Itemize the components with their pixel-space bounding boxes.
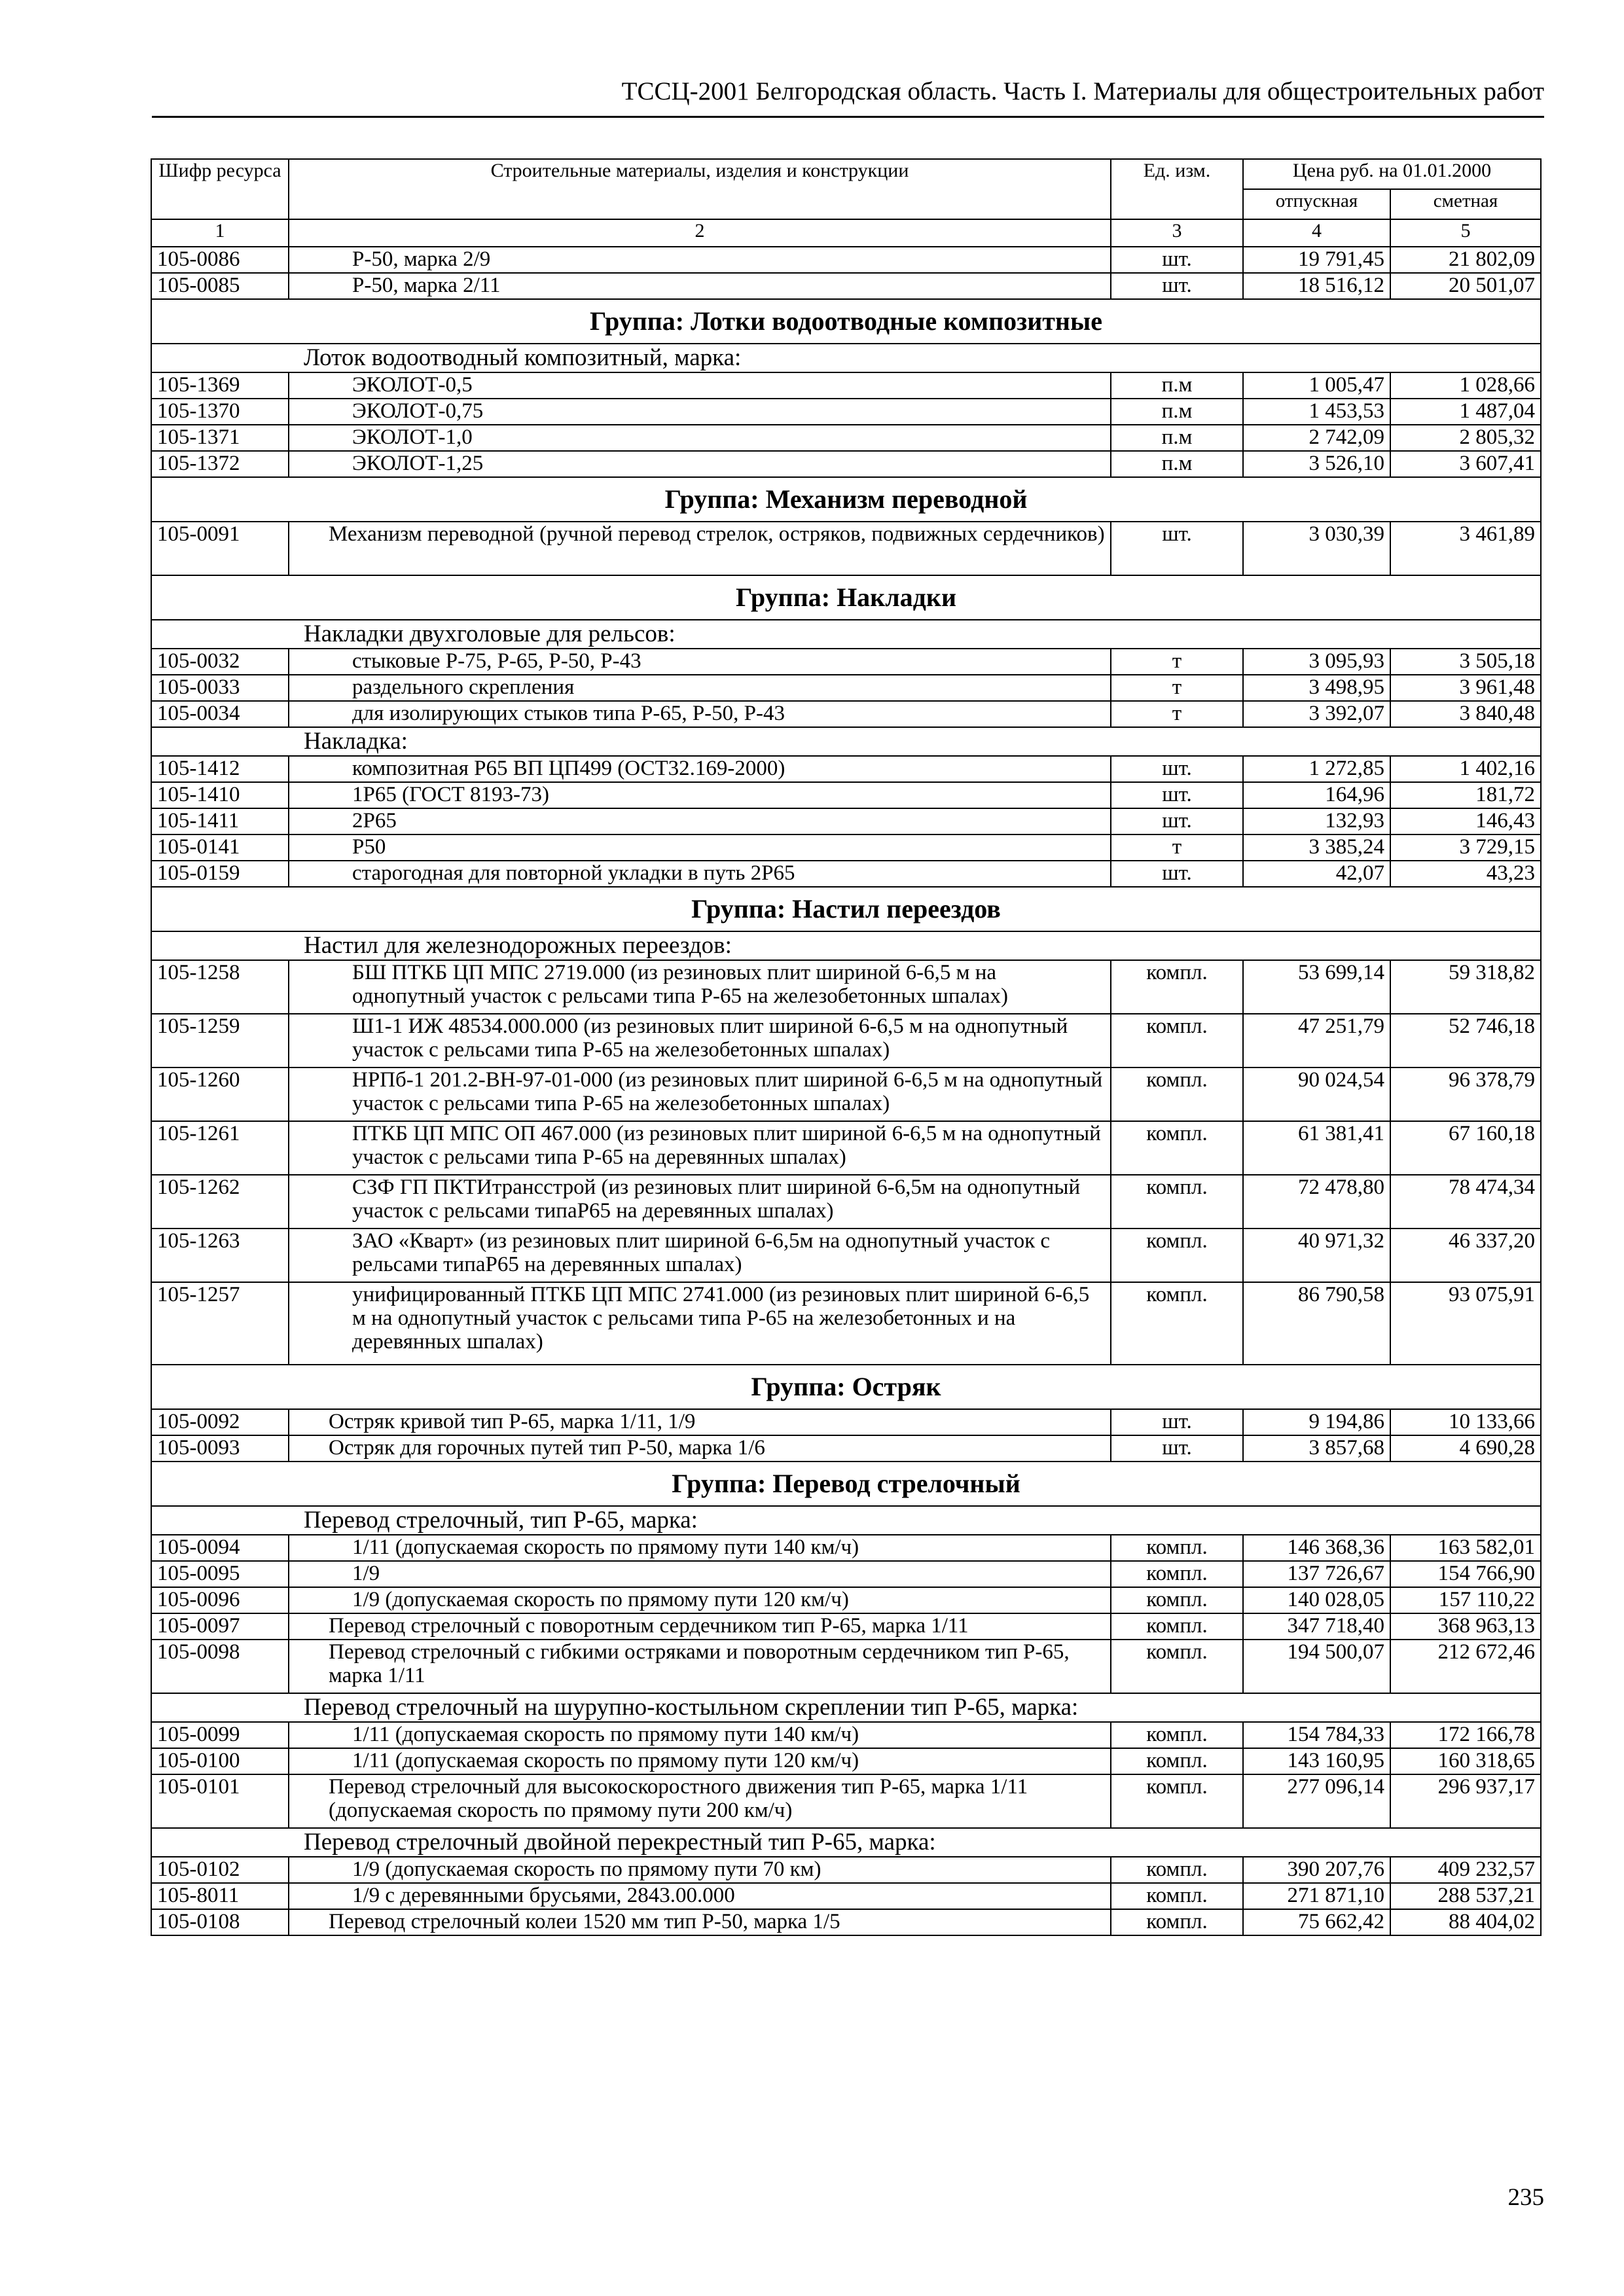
material-name: 1/9 (допускаемая скорость по прямому пути 70 км): [289, 1857, 1111, 1883]
table-row: [151, 451, 1541, 477]
unit-cell: компл.: [1111, 1535, 1243, 1561]
estimate-price: 3 461,89: [1390, 522, 1541, 575]
table-row: [151, 1121, 1541, 1175]
group-heading-row: [151, 575, 1541, 620]
unit-cell: компл.: [1111, 1121, 1243, 1175]
resource-code: 105-0034: [151, 701, 289, 727]
header-unit: Ед. изм.: [1111, 159, 1243, 219]
resource-code: 105-0086: [151, 247, 289, 273]
unit-cell: компл.: [1111, 1748, 1243, 1774]
column-number: 2: [289, 219, 1111, 247]
unit-cell: шт.: [1111, 247, 1243, 273]
subheading: Перевод стрелочный, тип Р-65, марка:: [151, 1506, 1541, 1535]
table-row: [151, 1883, 1541, 1909]
material-name: Р50: [289, 834, 1111, 861]
estimate-price: 52 746,18: [1390, 1014, 1541, 1067]
table-row: [151, 522, 1541, 575]
release-price: 143 160,95: [1243, 1748, 1390, 1774]
estimate-price: 160 318,65: [1390, 1748, 1541, 1774]
column-number: 4: [1243, 219, 1390, 247]
estimate-price: 163 582,01: [1390, 1535, 1541, 1561]
unit-cell: шт.: [1111, 1435, 1243, 1462]
table-row: [151, 1561, 1541, 1587]
table-row: [151, 1535, 1541, 1561]
resource-code: 105-1369: [151, 372, 289, 399]
unit-cell: компл.: [1111, 1014, 1243, 1067]
material-name: композитная Р65 ВП ЦП499 (ОСТ32.169-2000): [289, 756, 1111, 782]
estimate-price: 10 133,66: [1390, 1409, 1541, 1435]
estimate-price: 1 487,04: [1390, 399, 1541, 425]
subheading: Накладки двухголовые для рельсов:: [151, 620, 1541, 649]
material-name: НРПб-1 201.2-ВН-97-01-000 (из резиновых плит шириной 6-6,5 м на однопутный участок с рельсами типа Р-65 на железобетонных шпалах): [289, 1067, 1111, 1121]
estimate-price: 96 378,79: [1390, 1067, 1541, 1121]
release-price: 347 718,40: [1243, 1613, 1390, 1640]
table-row: [151, 701, 1541, 727]
table-row: [151, 1774, 1541, 1828]
release-price: 2 742,09: [1243, 425, 1390, 451]
release-price: 75 662,42: [1243, 1909, 1390, 1935]
resource-code: 105-0101: [151, 1774, 289, 1828]
release-price: 1 005,47: [1243, 372, 1390, 399]
table-row: [151, 960, 1541, 1014]
price-table: [151, 158, 1542, 1936]
unit-cell: п.м: [1111, 425, 1243, 451]
group-heading-row: [151, 1365, 1541, 1409]
material-name: ПТКБ ЦП МПС ОП 467.000 (из резиновых плит шириной 6-6,5 м на однопутный участок с рельсами типа Р-65 на деревянных шпалах): [289, 1121, 1111, 1175]
header-estimate-price: сметная: [1390, 189, 1541, 219]
estimate-price: 93 075,91: [1390, 1282, 1541, 1365]
group-heading: Группа: Перевод стрелочный: [151, 1462, 1541, 1506]
group-heading: Группа: Настил переездов: [151, 887, 1541, 931]
table-row: [151, 425, 1541, 451]
material-name: СЗФ ГП ПКТИтрансстрой (из резиновых плит шириной 6-6,5м на однопутный участок с рельсами типаР65 на деревянных шпалах): [289, 1175, 1111, 1229]
release-price: 42,07: [1243, 861, 1390, 887]
resource-code: 105-0096: [151, 1587, 289, 1613]
resource-code: 105-0108: [151, 1909, 289, 1935]
resource-code: 105-1258: [151, 960, 289, 1014]
unit-cell: шт.: [1111, 273, 1243, 299]
table-row: [151, 1640, 1541, 1693]
resource-code: 105-1410: [151, 782, 289, 808]
release-price: 18 516,12: [1243, 273, 1390, 299]
table-row: [151, 1857, 1541, 1883]
material-name: 1/11 (допускаемая скорость по прямому пути 120 км/ч): [289, 1748, 1111, 1774]
release-price: 137 726,67: [1243, 1561, 1390, 1587]
release-price: 3 030,39: [1243, 522, 1390, 575]
table-row: [151, 273, 1541, 299]
estimate-price: 1 028,66: [1390, 372, 1541, 399]
estimate-price: 78 474,34: [1390, 1175, 1541, 1229]
estimate-price: 2 805,32: [1390, 425, 1541, 451]
material-name: 1/11 (допускаемая скорость по прямому пути 140 км/ч): [289, 1722, 1111, 1748]
resource-code: 105-1261: [151, 1121, 289, 1175]
resource-code: 105-0159: [151, 861, 289, 887]
unit-cell: шт.: [1111, 522, 1243, 575]
estimate-price: 20 501,07: [1390, 273, 1541, 299]
material-name: ЭКОЛОТ-1,25: [289, 451, 1111, 477]
subheading-row: [151, 1693, 1541, 1722]
resource-code: 105-0032: [151, 649, 289, 675]
estimate-price: 409 232,57: [1390, 1857, 1541, 1883]
unit-cell: п.м: [1111, 372, 1243, 399]
resource-code: 105-1370: [151, 399, 289, 425]
material-name: Р-50, марка 2/9: [289, 247, 1111, 273]
estimate-price: 88 404,02: [1390, 1909, 1541, 1935]
table-row: [151, 1748, 1541, 1774]
resource-code: 105-8011: [151, 1883, 289, 1909]
subheading: Перевод стрелочный на шурупно-костыльном скреплении тип Р-65, марка:: [151, 1693, 1541, 1722]
group-heading-row: [151, 477, 1541, 522]
release-price: 90 024,54: [1243, 1067, 1390, 1121]
resource-code: 105-1412: [151, 756, 289, 782]
estimate-price: 172 166,78: [1390, 1722, 1541, 1748]
subheading: Перевод стрелочный двойной перекрестный тип Р-65, марка:: [151, 1828, 1541, 1857]
unit-cell: компл.: [1111, 1857, 1243, 1883]
resource-code: 105-0093: [151, 1435, 289, 1462]
release-price: 61 381,41: [1243, 1121, 1390, 1175]
unit-cell: шт.: [1111, 861, 1243, 887]
table-row: [151, 247, 1541, 273]
material-name: раздельного скрепления: [289, 675, 1111, 701]
release-price: 3 392,07: [1243, 701, 1390, 727]
resource-code: 105-1263: [151, 1229, 289, 1282]
unit-cell: компл.: [1111, 1883, 1243, 1909]
unit-cell: компл.: [1111, 960, 1243, 1014]
table-row: [151, 782, 1541, 808]
group-heading: Группа: Механизм переводной: [151, 477, 1541, 522]
resource-code: 105-0100: [151, 1748, 289, 1774]
estimate-price: 21 802,09: [1390, 247, 1541, 273]
release-price: 3 385,24: [1243, 834, 1390, 861]
resource-code: 105-0141: [151, 834, 289, 861]
release-price: 277 096,14: [1243, 1774, 1390, 1828]
table-row: [151, 1722, 1541, 1748]
estimate-price: 67 160,18: [1390, 1121, 1541, 1175]
group-heading: Группа: Лотки водоотводные композитные: [151, 299, 1541, 344]
subheading-row: [151, 1506, 1541, 1535]
unit-cell: т: [1111, 701, 1243, 727]
release-price: 390 207,76: [1243, 1857, 1390, 1883]
material-name: Остряк кривой тип Р-65, марка 1/11, 1/9: [289, 1409, 1111, 1435]
table-row: [151, 1229, 1541, 1282]
unit-cell: компл.: [1111, 1175, 1243, 1229]
table-row: [151, 1282, 1541, 1365]
estimate-price: 146,43: [1390, 808, 1541, 834]
unit-cell: т: [1111, 675, 1243, 701]
unit-cell: шт.: [1111, 1409, 1243, 1435]
release-price: 271 871,10: [1243, 1883, 1390, 1909]
resource-code: 105-1257: [151, 1282, 289, 1365]
material-name: Перевод стрелочный с гибкими остряками и поворотным сердечником тип Р-65, марка 1/11: [289, 1640, 1111, 1693]
material-name: ЭКОЛОТ-0,5: [289, 372, 1111, 399]
subheading: Лоток водоотводный композитный, марка:: [151, 344, 1541, 372]
estimate-price: 3 961,48: [1390, 675, 1541, 701]
estimate-price: 181,72: [1390, 782, 1541, 808]
running-header: ТССЦ-2001 Белгородская область. Часть I. Материалы для общестроительных работ: [621, 77, 1544, 105]
material-name: 1/11 (допускаемая скорость по прямому пути 140 км/ч): [289, 1535, 1111, 1561]
material-name: Ш1-1 ИЖ 48534.000.000 (из резиновых плит шириной 6-6,5 м на однопутный участок с рельсами типа Р-65 на железобетонных шпалах): [289, 1014, 1111, 1067]
estimate-price: 288 537,21: [1390, 1883, 1541, 1909]
page-number: 235: [1507, 2184, 1544, 2211]
material-name: для изолирующих стыков типа Р-65, Р-50, Р-43: [289, 701, 1111, 727]
material-name: ЗАО «Кварт» (из резиновых плит шириной 6-6,5м на однопутный участок с рельсами типаР65 на деревянных шпалах): [289, 1229, 1111, 1282]
release-price: 40 971,32: [1243, 1229, 1390, 1282]
group-heading-row: [151, 299, 1541, 344]
header-name: Строительные материалы, изделия и конструкции: [289, 159, 1111, 219]
resource-code: 105-0099: [151, 1722, 289, 1748]
material-name: Перевод стрелочный с поворотным сердечником тип Р-65, марка 1/11: [289, 1613, 1111, 1640]
header-code: Шифр ресурса: [151, 159, 289, 219]
table-body: [151, 247, 1541, 1935]
release-price: 9 194,86: [1243, 1409, 1390, 1435]
table-row: [151, 1067, 1541, 1121]
estimate-price: 157 110,22: [1390, 1587, 1541, 1613]
resource-code: 105-1260: [151, 1067, 289, 1121]
release-price: 164,96: [1243, 782, 1390, 808]
resource-code: 105-0033: [151, 675, 289, 701]
resource-code: 105-0085: [151, 273, 289, 299]
table-row: [151, 861, 1541, 887]
unit-cell: шт.: [1111, 756, 1243, 782]
material-name: Перевод стрелочный для высокоскоростного движения тип Р-65, марка 1/11 (допускаемая скорость по прямому пути 200 км/ч): [289, 1774, 1111, 1828]
subheading: Накладка:: [151, 727, 1541, 756]
unit-cell: компл.: [1111, 1640, 1243, 1693]
resource-code: 105-0098: [151, 1640, 289, 1693]
table-row: [151, 834, 1541, 861]
table-row: [151, 675, 1541, 701]
material-name: стыковые Р-75, Р-65, Р-50, Р-43: [289, 649, 1111, 675]
estimate-price: 368 963,13: [1390, 1613, 1541, 1640]
release-price: 154 784,33: [1243, 1722, 1390, 1748]
table-row: [151, 649, 1541, 675]
release-price: 3 526,10: [1243, 451, 1390, 477]
column-number: 5: [1390, 219, 1541, 247]
resource-code: 105-1372: [151, 451, 289, 477]
group-heading-row: [151, 1462, 1541, 1506]
estimate-price: 4 690,28: [1390, 1435, 1541, 1462]
column-number-row: [151, 219, 1541, 247]
table-row: [151, 372, 1541, 399]
unit-cell: т: [1111, 834, 1243, 861]
estimate-price: 212 672,46: [1390, 1640, 1541, 1693]
table-row: [151, 399, 1541, 425]
table-row: [151, 1909, 1541, 1935]
subheading-row: [151, 931, 1541, 960]
header-rule: [152, 116, 1544, 118]
release-price: 140 028,05: [1243, 1587, 1390, 1613]
release-price: 86 790,58: [1243, 1282, 1390, 1365]
subheading-row: [151, 620, 1541, 649]
release-price: 1 272,85: [1243, 756, 1390, 782]
unit-cell: компл.: [1111, 1909, 1243, 1935]
unit-cell: компл.: [1111, 1722, 1243, 1748]
table-row: [151, 1175, 1541, 1229]
estimate-price: 296 937,17: [1390, 1774, 1541, 1828]
unit-cell: компл.: [1111, 1587, 1243, 1613]
estimate-price: 43,23: [1390, 861, 1541, 887]
resource-code: 105-0092: [151, 1409, 289, 1435]
estimate-price: 3 505,18: [1390, 649, 1541, 675]
resource-code: 105-1262: [151, 1175, 289, 1229]
estimate-price: 1 402,16: [1390, 756, 1541, 782]
release-price: 72 478,80: [1243, 1175, 1390, 1229]
release-price: 3 498,95: [1243, 675, 1390, 701]
group-heading: Группа: Остряк: [151, 1365, 1541, 1409]
material-name: Перевод стрелочный колеи 1520 мм тип Р-50, марка 1/5: [289, 1909, 1111, 1935]
table-row: [151, 1587, 1541, 1613]
unit-cell: п.м: [1111, 399, 1243, 425]
resource-code: 105-0095: [151, 1561, 289, 1587]
column-number: 3: [1111, 219, 1243, 247]
release-price: 47 251,79: [1243, 1014, 1390, 1067]
resource-code: 105-1411: [151, 808, 289, 834]
table-row: [151, 1613, 1541, 1640]
release-price: 3 857,68: [1243, 1435, 1390, 1462]
resource-code: 105-0091: [151, 522, 289, 575]
group-heading: Группа: Накладки: [151, 575, 1541, 620]
resource-code: 105-0097: [151, 1613, 289, 1640]
material-name: ЭКОЛОТ-1,0: [289, 425, 1111, 451]
table-row: [151, 756, 1541, 782]
estimate-price: 3 607,41: [1390, 451, 1541, 477]
unit-cell: компл.: [1111, 1282, 1243, 1365]
unit-cell: компл.: [1111, 1067, 1243, 1121]
table-row: [151, 1409, 1541, 1435]
unit-cell: т: [1111, 649, 1243, 675]
material-name: БШ ПТКБ ЦП МПС 2719.000 (из резиновых плит шириной 6-6,5 м на однопутный участок с рельсами типа Р-65 на железобетонных шпалах): [289, 960, 1111, 1014]
release-price: 194 500,07: [1243, 1640, 1390, 1693]
material-name: Остряк для горочных путей тип Р-50, марка 1/6: [289, 1435, 1111, 1462]
release-price: 132,93: [1243, 808, 1390, 834]
resource-code: 105-1371: [151, 425, 289, 451]
estimate-price: 3 729,15: [1390, 834, 1541, 861]
unit-cell: компл.: [1111, 1561, 1243, 1587]
table-header-row: [151, 159, 1541, 189]
table-row: [151, 808, 1541, 834]
resource-code: 105-0102: [151, 1857, 289, 1883]
subheading-row: [151, 1828, 1541, 1857]
table-row: [151, 1014, 1541, 1067]
header-price: Цена руб. на 01.01.2000: [1243, 159, 1541, 189]
release-price: 146 368,36: [1243, 1535, 1390, 1561]
unit-cell: компл.: [1111, 1774, 1243, 1828]
release-price: 19 791,45: [1243, 247, 1390, 273]
material-name: 1/9: [289, 1561, 1111, 1587]
material-name: унифицированный ПТКБ ЦП МПС 2741.000 (из резиновых плит шириной 6-6,5 м на однопутный участок с рельсами типа Р-65 на железобетонных и на деревянных шпалах): [289, 1282, 1111, 1365]
subheading: Настил для железнодорожных переездов:: [151, 931, 1541, 960]
unit-cell: компл.: [1111, 1613, 1243, 1640]
material-name: ЭКОЛОТ-0,75: [289, 399, 1111, 425]
table-row: [151, 1435, 1541, 1462]
release-price: 1 453,53: [1243, 399, 1390, 425]
material-name: 1/9 (допускаемая скорость по прямому пути 120 км/ч): [289, 1587, 1111, 1613]
estimate-price: 154 766,90: [1390, 1561, 1541, 1587]
unit-cell: шт.: [1111, 782, 1243, 808]
resource-code: 105-1259: [151, 1014, 289, 1067]
estimate-price: 46 337,20: [1390, 1229, 1541, 1282]
material-name: Р-50, марка 2/11: [289, 273, 1111, 299]
header-release-price: отпускная: [1243, 189, 1390, 219]
unit-cell: п.м: [1111, 451, 1243, 477]
material-name: старогодная для повторной укладки в путь 2Р65: [289, 861, 1111, 887]
release-price: 53 699,14: [1243, 960, 1390, 1014]
group-heading-row: [151, 887, 1541, 931]
material-name: Механизм переводной (ручной перевод стрелок, остряков, подвижных сердечников): [289, 522, 1111, 575]
subheading-row: [151, 344, 1541, 372]
unit-cell: шт.: [1111, 808, 1243, 834]
subheading-row: [151, 727, 1541, 756]
estimate-price: 59 318,82: [1390, 960, 1541, 1014]
material-name: 2Р65: [289, 808, 1111, 834]
column-number: 1: [151, 219, 289, 247]
material-name: 1Р65 (ГОСТ 8193-73): [289, 782, 1111, 808]
release-price: 3 095,93: [1243, 649, 1390, 675]
material-name: 1/9 с деревянными брусьями, 2843.00.000: [289, 1883, 1111, 1909]
resource-code: 105-0094: [151, 1535, 289, 1561]
unit-cell: компл.: [1111, 1229, 1243, 1282]
estimate-price: 3 840,48: [1390, 701, 1541, 727]
